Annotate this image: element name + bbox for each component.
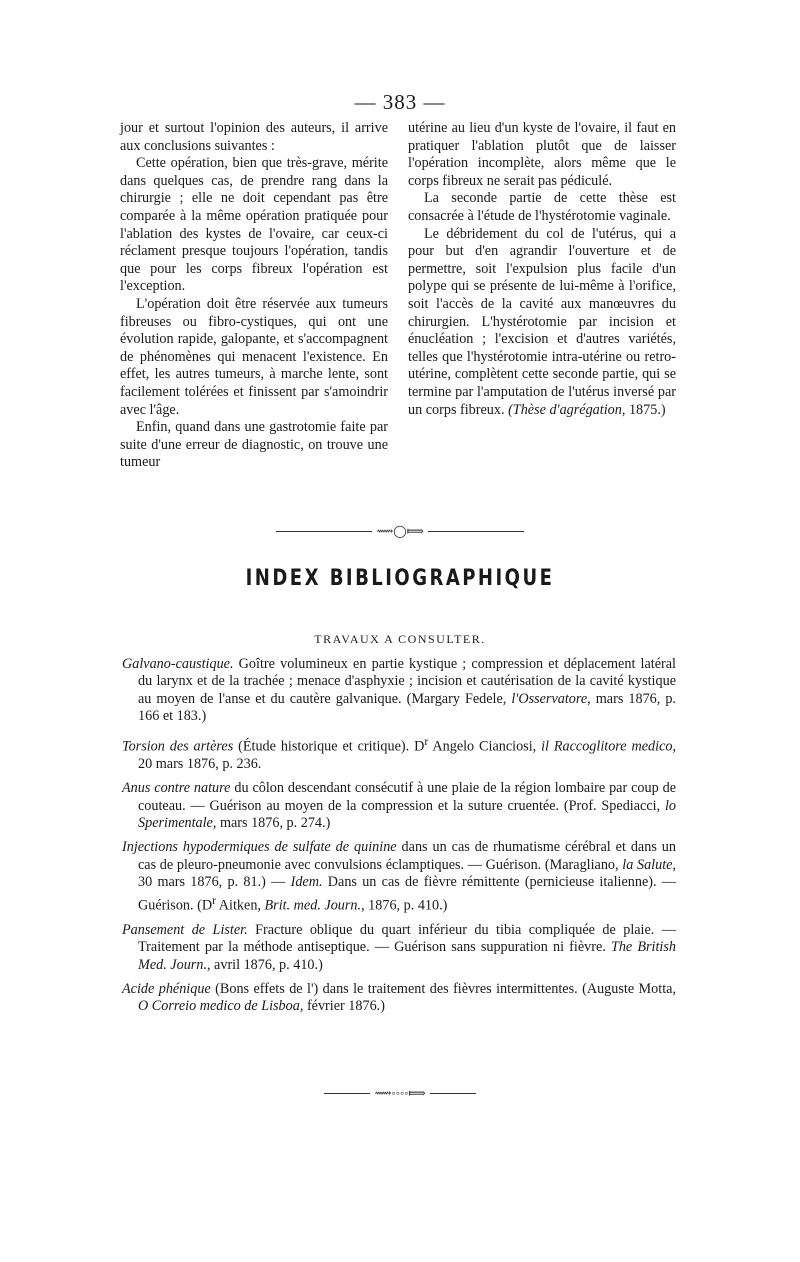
paragraph: La seconde partie de cette thèse est consacrée à l'étude de l'hystérotomie vaginale. [408, 190, 676, 224]
paragraph: Enfin, quand dans une gastrotomie faite par suite d'une erreur de diagnostic, on trouve une tumeur [120, 419, 388, 471]
bibliography-entry: Torsion des artères (Étude historique et critique). $D^r$ Angelo Cianciosi, il Raccoglitore medico, 20 mars 1876, p. 236. [122, 733, 677, 772]
bibliography-entry: Acide phénique (Bons effets de l') dans le traitement des fièvres intermittentes. (Auguste Motta, O Correio medico de Lisboa, février 1876.) [122, 980, 676, 1015]
left-column [120, 120, 388, 472]
bibliography-entry: Anus contre nature du côlon descendant consécutif à une plaie de la région lombaire par coup de couteau. — Guérison au moyen de la compression et la suture cruentée. (Prof. Spediacci, lo Sperimentale, mars 1876, p. 274.) [122, 780, 676, 831]
paragraph [408, 226, 676, 420]
section-subtitle: TRAVAUX A CONSULTER. [314, 632, 486, 646]
paragraph: jour et surtout l'opinion des auteurs, il arrive aux conclusions suivantes : [120, 120, 388, 154]
section-title: INDEX BIBLIOGRAPHIQUE [245, 566, 555, 591]
bibliography-entry: Injections hypodermiques de sulfate de quinine dans un cas de rhumatisme cérébral et dans un cas de pleuro-pneumonie avec convulsions éclamptiques. — Guérison. (Maragliano, la Salute, 30 mars 1876, p. 81.) — Idem. Dans un cas de fièvre rémittente (pernicieuse italienne). — Guérison. ($D^r$ Aitken, Brit. med. Journ., 1876, p. 410.) [122, 839, 676, 914]
divider-ornament: ⟿◦◦◦◦⟾ [0, 1086, 800, 1102]
bibliography-list [122, 656, 676, 1023]
bibliography-entry: Pansement de Lister. Fracture oblique du quart inférieur du tibia compliquée de plaie. — Traitement par la méthode antiseptique. — Guérison sans suppuration ni fièvre. The British Med. Journ., avril 1876, p. 410.) [122, 921, 676, 973]
two-column-text [120, 120, 676, 472]
divider-ornament: ⟿◯⟾ [0, 524, 800, 540]
bibliography-entry: Galvano-caustique. Goître volumineux en partie kystique ; compression et déplacement latéral du larynx et de la trachée ; menace d'asphyxie ; incision et cautérisation de la cavité kystique au moyen de l'anse et du cautère galvanique. (Margary Fedele, l'Osservatore, mars 1876, p. 166 et 183.) [122, 656, 676, 725]
paragraph: Cette opération, bien que très-grave, mérite dans quelques cas, de prendre rang dans la chirurgie ; elle ne doit cependant pas être comparée à la même opération pratiquée pour l'ablation des kystes de l'ovaire, car ceux-ci réclament presque toujours l'opération, tandis que pour les corps fibreux l'opération est l'exception. [120, 155, 388, 295]
paragraph: utérine au lieu d'un kyste de l'ovaire, il faut en pratiquer l'ablation plutôt que de laisser l'opération incomplète, alors même que le corps fibreux ne serait pas pédiculé. [408, 120, 676, 189]
right-column [408, 120, 676, 472]
page-number: — 383 — [354, 90, 446, 114]
paragraph-text: Le débridement du col de l'utérus, qui a pour but d'en agrandir l'ouverture et de permettre, soit l'expulsion plus facile d'un polype qui se présente de lui-même à l'orifice, soit l'accès de la cavité aux manœuvres du chirurgien. L'hystérotomie par incision et énucléation ; l'excision et d'autres variétés, telles que l'hystérotomie intra-utérine ou retro-utérine, complètent cette seconde partie, qui se termine par l'amputation de l'utérus inversé par un corps fibreux. [408, 225, 676, 418]
paragraph: L'opération doit être réservée aux tumeurs fibreuses ou fibro-cystiques, qui ont une évolution rapide, galopante, et s'accompagnent de phénomènes qui menacent l'existence. En effet, les autres tumeurs, à marche lente, sont facilement tolérées et finissent par s'amoindrir avec l'âge. [120, 295, 388, 418]
citation-year: 1875.) [625, 401, 666, 418]
citation-italic: (Thèse d'agrégation, [508, 401, 626, 418]
